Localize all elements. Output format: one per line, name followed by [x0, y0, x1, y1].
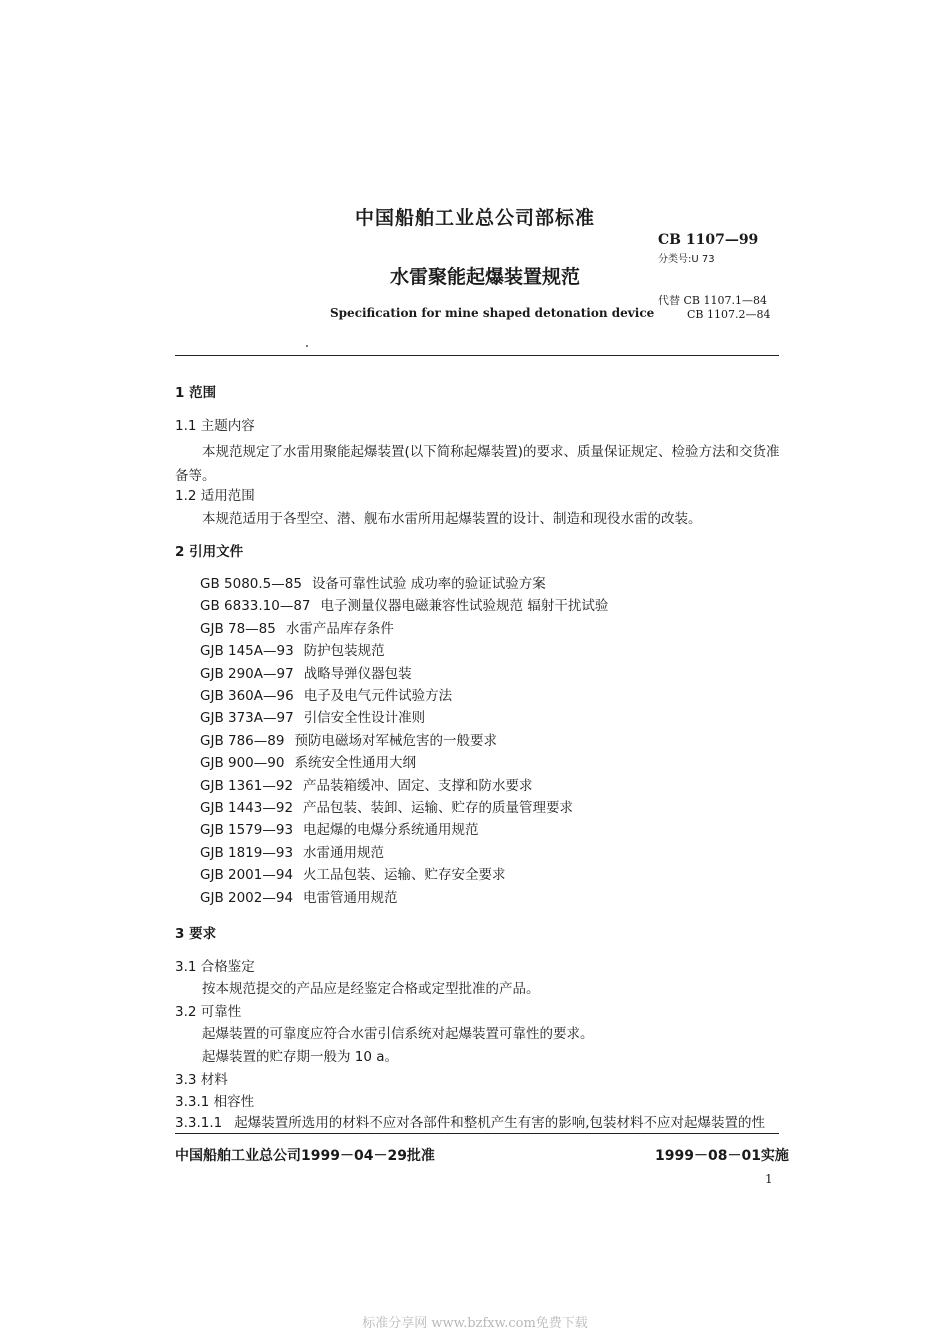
reference-code: GJB 1579—93	[200, 822, 294, 839]
replaces-line-1: 代替 CB 1107.1—84	[658, 294, 767, 307]
reference-title: 引信安全性设计准则	[303, 710, 426, 727]
standard-code: CB 1107—99	[658, 232, 759, 248]
reference-code: GJB 900—90	[200, 755, 285, 772]
org-title: 中国船舶工业总公司部标准	[354, 207, 595, 229]
reference-item	[200, 863, 506, 883]
reference-code: GJB 2001—94	[200, 867, 294, 884]
reference-code: GB 5080.5—85	[200, 576, 302, 592]
reference-item	[200, 841, 384, 861]
reference-code: GJB 145A—93	[200, 643, 294, 660]
reference-code: GB 6833.10—87	[200, 598, 311, 615]
reference-title: 预防电磁场对军械危害的一般要求	[294, 732, 497, 749]
reference-item	[200, 774, 533, 794]
reference-code: GJB 2002—94	[200, 889, 294, 906]
replaces-line-2: CB 1107.2—84	[687, 308, 771, 321]
reference-title: 电子及电气元件试验方法	[303, 688, 453, 704]
reference-item	[200, 572, 546, 592]
section-1-2-heading: 1.2 适用范围	[175, 488, 255, 504]
reference-code: GJB 373A—97	[200, 710, 294, 727]
reference-title: 水雷产品库存条件	[285, 620, 394, 637]
page-number: 1	[765, 1172, 773, 1186]
header-divider	[175, 355, 779, 356]
scan-speck	[306, 345, 308, 347]
section-3-3-heading: 3.3 材料	[175, 1072, 228, 1088]
effective-date: 1999－08－01实施	[655, 1148, 789, 1164]
reference-code: GJB 78—85	[200, 620, 276, 637]
reference-code: GJB 1819—93	[200, 844, 294, 861]
reference-item	[200, 617, 394, 637]
footer-divider	[175, 1133, 779, 1134]
section-1-heading: 1 范围	[175, 385, 217, 401]
reference-code: GJB 290A—97	[200, 665, 294, 682]
reference-item	[200, 796, 573, 816]
document-title-cn: 水雷聚能起爆装置规范	[389, 266, 580, 288]
section-3-2-text-2: 起爆装置的贮存期一般为 10 a。	[202, 1049, 399, 1065]
reference-title: 电子测量仪器电磁兼容性试验规范 辐射干扰试验	[320, 598, 609, 615]
reference-title: 系统安全性通用大纲	[294, 755, 416, 772]
section-3-3-1-heading: 3.3.1 相容性	[175, 1094, 255, 1110]
section-2-heading: 2 引用文件	[175, 544, 244, 560]
classification-code: 分类号:U 73	[658, 254, 715, 265]
reference-title: 设备可靠性试验 成功率的验证试验方案	[311, 576, 546, 592]
reference-item	[200, 886, 398, 906]
section-3-1-text: 按本规范提交的产品应是经鉴定合格或定型批准的产品。	[202, 981, 540, 997]
clause-number: 3.3.1.1	[175, 1115, 223, 1131]
approval-line: 中国船舶工业总公司1999－04－29批准	[175, 1148, 435, 1164]
section-1-2-text: 本规范适用于各型空、潜、舰布水雷所用起爆装置的设计、制造和现役水雷的改装。	[202, 511, 702, 527]
reference-code: GJB 1361—92	[200, 777, 294, 794]
reference-title: 产品包装、装卸、运输、贮存的质量管理要求	[303, 800, 574, 816]
section-3-3-1-1-clause	[175, 1111, 765, 1131]
reference-item	[200, 639, 385, 659]
reference-code: GJB 786—89	[200, 732, 285, 749]
reference-title: 火工品包装、运输、贮存安全要求	[303, 867, 506, 884]
section-1-1-text: 本规范规定了水雷用聚能起爆装置(以下简称起爆装置)的要求、质量保证规定、检验方法和交货准备等。	[175, 444, 780, 484]
reference-item	[200, 729, 497, 749]
reference-title: 战略导弹仪器包装	[303, 665, 412, 682]
section-3-heading: 3 要求	[175, 926, 217, 942]
section-3-2-text-1: 起爆装置的可靠度应符合水雷引信系统对起爆装置可靠性的要求。	[202, 1026, 594, 1042]
reference-item	[200, 662, 412, 682]
reference-item	[200, 818, 479, 838]
reference-code: GJB 360A—96	[200, 688, 294, 704]
reference-item	[200, 751, 416, 771]
reference-title: 水雷通用规范	[303, 844, 385, 861]
reference-title: 产品装箱缓冲、固定、支撑和防水要求	[303, 777, 533, 794]
document-title-en: Specification for mine shaped detonation device	[330, 306, 655, 320]
reference-title: 电雷管通用规范	[303, 889, 398, 906]
reference-item	[200, 684, 452, 704]
clause-text: 起爆装置所选用的材料不应对各部件和整机产生有害的影响,包装材料不应对起爆装置的性	[234, 1115, 766, 1131]
reference-title: 电起爆的电爆分系统通用规范	[303, 822, 479, 839]
reference-item	[200, 594, 608, 614]
reference-code: GJB 1443—92	[200, 800, 294, 816]
reference-item	[200, 706, 425, 726]
section-3-2-heading: 3.2 可靠性	[175, 1004, 242, 1020]
watermark-text: 标准分享网 www.bzfxw.com免费下载	[362, 1316, 588, 1331]
section-1-1-heading: 1.1 主题内容	[175, 418, 255, 434]
reference-title: 防护包装规范	[303, 643, 385, 660]
section-3-1-heading: 3.1 合格鉴定	[175, 959, 255, 975]
